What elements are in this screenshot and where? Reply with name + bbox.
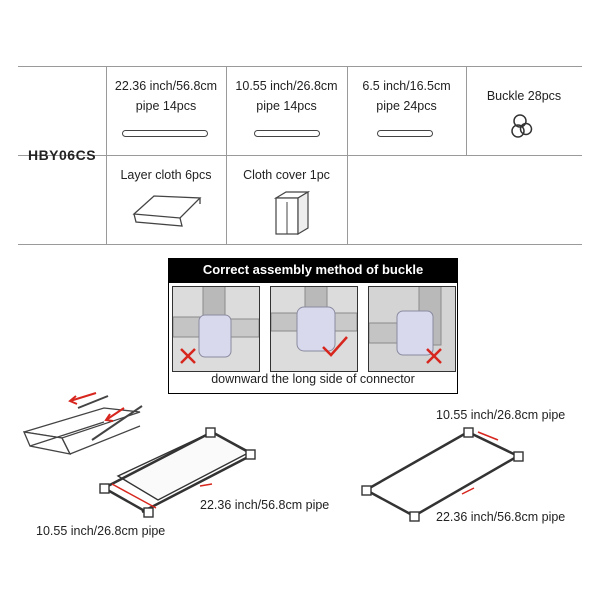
part-long-pipe — [106, 76, 226, 116]
layer-cloth-icon — [130, 190, 202, 230]
right-short-pipe-label: 10.55 inch/26.8cm pipe — [436, 408, 566, 422]
part-layer-cloth — [106, 165, 226, 185]
buckle-guide-title: Correct assembly method of buckle — [168, 258, 458, 282]
part-qty: pipe 14pcs — [135, 99, 197, 113]
long-pipe-icon — [122, 130, 208, 137]
shelf-insert-diagram — [24, 396, 142, 454]
part-name: Buckle 28pcs — [486, 89, 562, 103]
part-size: 10.55 inch/26.8cm — [235, 79, 338, 93]
model-number: HBY06CS — [27, 147, 97, 163]
short-pipe-icon — [377, 130, 433, 137]
assembly-diagrams — [0, 370, 600, 600]
part-qty: pipe 14pcs — [256, 99, 317, 113]
table-border-bottom — [18, 244, 582, 245]
cloth-cover-icon — [272, 188, 312, 238]
part-qty: pipe 24pcs — [376, 99, 437, 113]
left-short-pipe-label: 10.55 inch/26.8cm pipe — [36, 524, 166, 538]
table-col-divider — [466, 66, 467, 155]
part-short-pipe — [347, 76, 466, 116]
right-long-pipe-label: 22.36 inch/56.8cm pipe — [436, 510, 566, 524]
buckle-guide-caption: downward the long side of connector — [211, 372, 415, 386]
left-long-pipe-label: 22.36 inch/56.8cm pipe — [200, 498, 330, 512]
part-medium-pipe — [226, 76, 347, 116]
buckle-icon — [510, 112, 534, 140]
part-buckle — [466, 86, 582, 106]
part-name: Cloth cover 1pc — [243, 168, 330, 182]
part-size: 22.36 inch/56.8cm — [114, 79, 218, 93]
buckle-photo-wrong-1 — [172, 286, 260, 372]
buckle-photo-correct — [270, 286, 358, 372]
medium-pipe-icon — [254, 130, 320, 137]
part-name: Layer cloth 6pcs — [120, 168, 212, 182]
buckle-photo-wrong-2 — [368, 286, 456, 372]
right-frame-diagram — [362, 428, 523, 521]
part-size: 6.5 inch/16.5cm — [362, 79, 451, 93]
part-cloth-cover — [226, 165, 347, 185]
